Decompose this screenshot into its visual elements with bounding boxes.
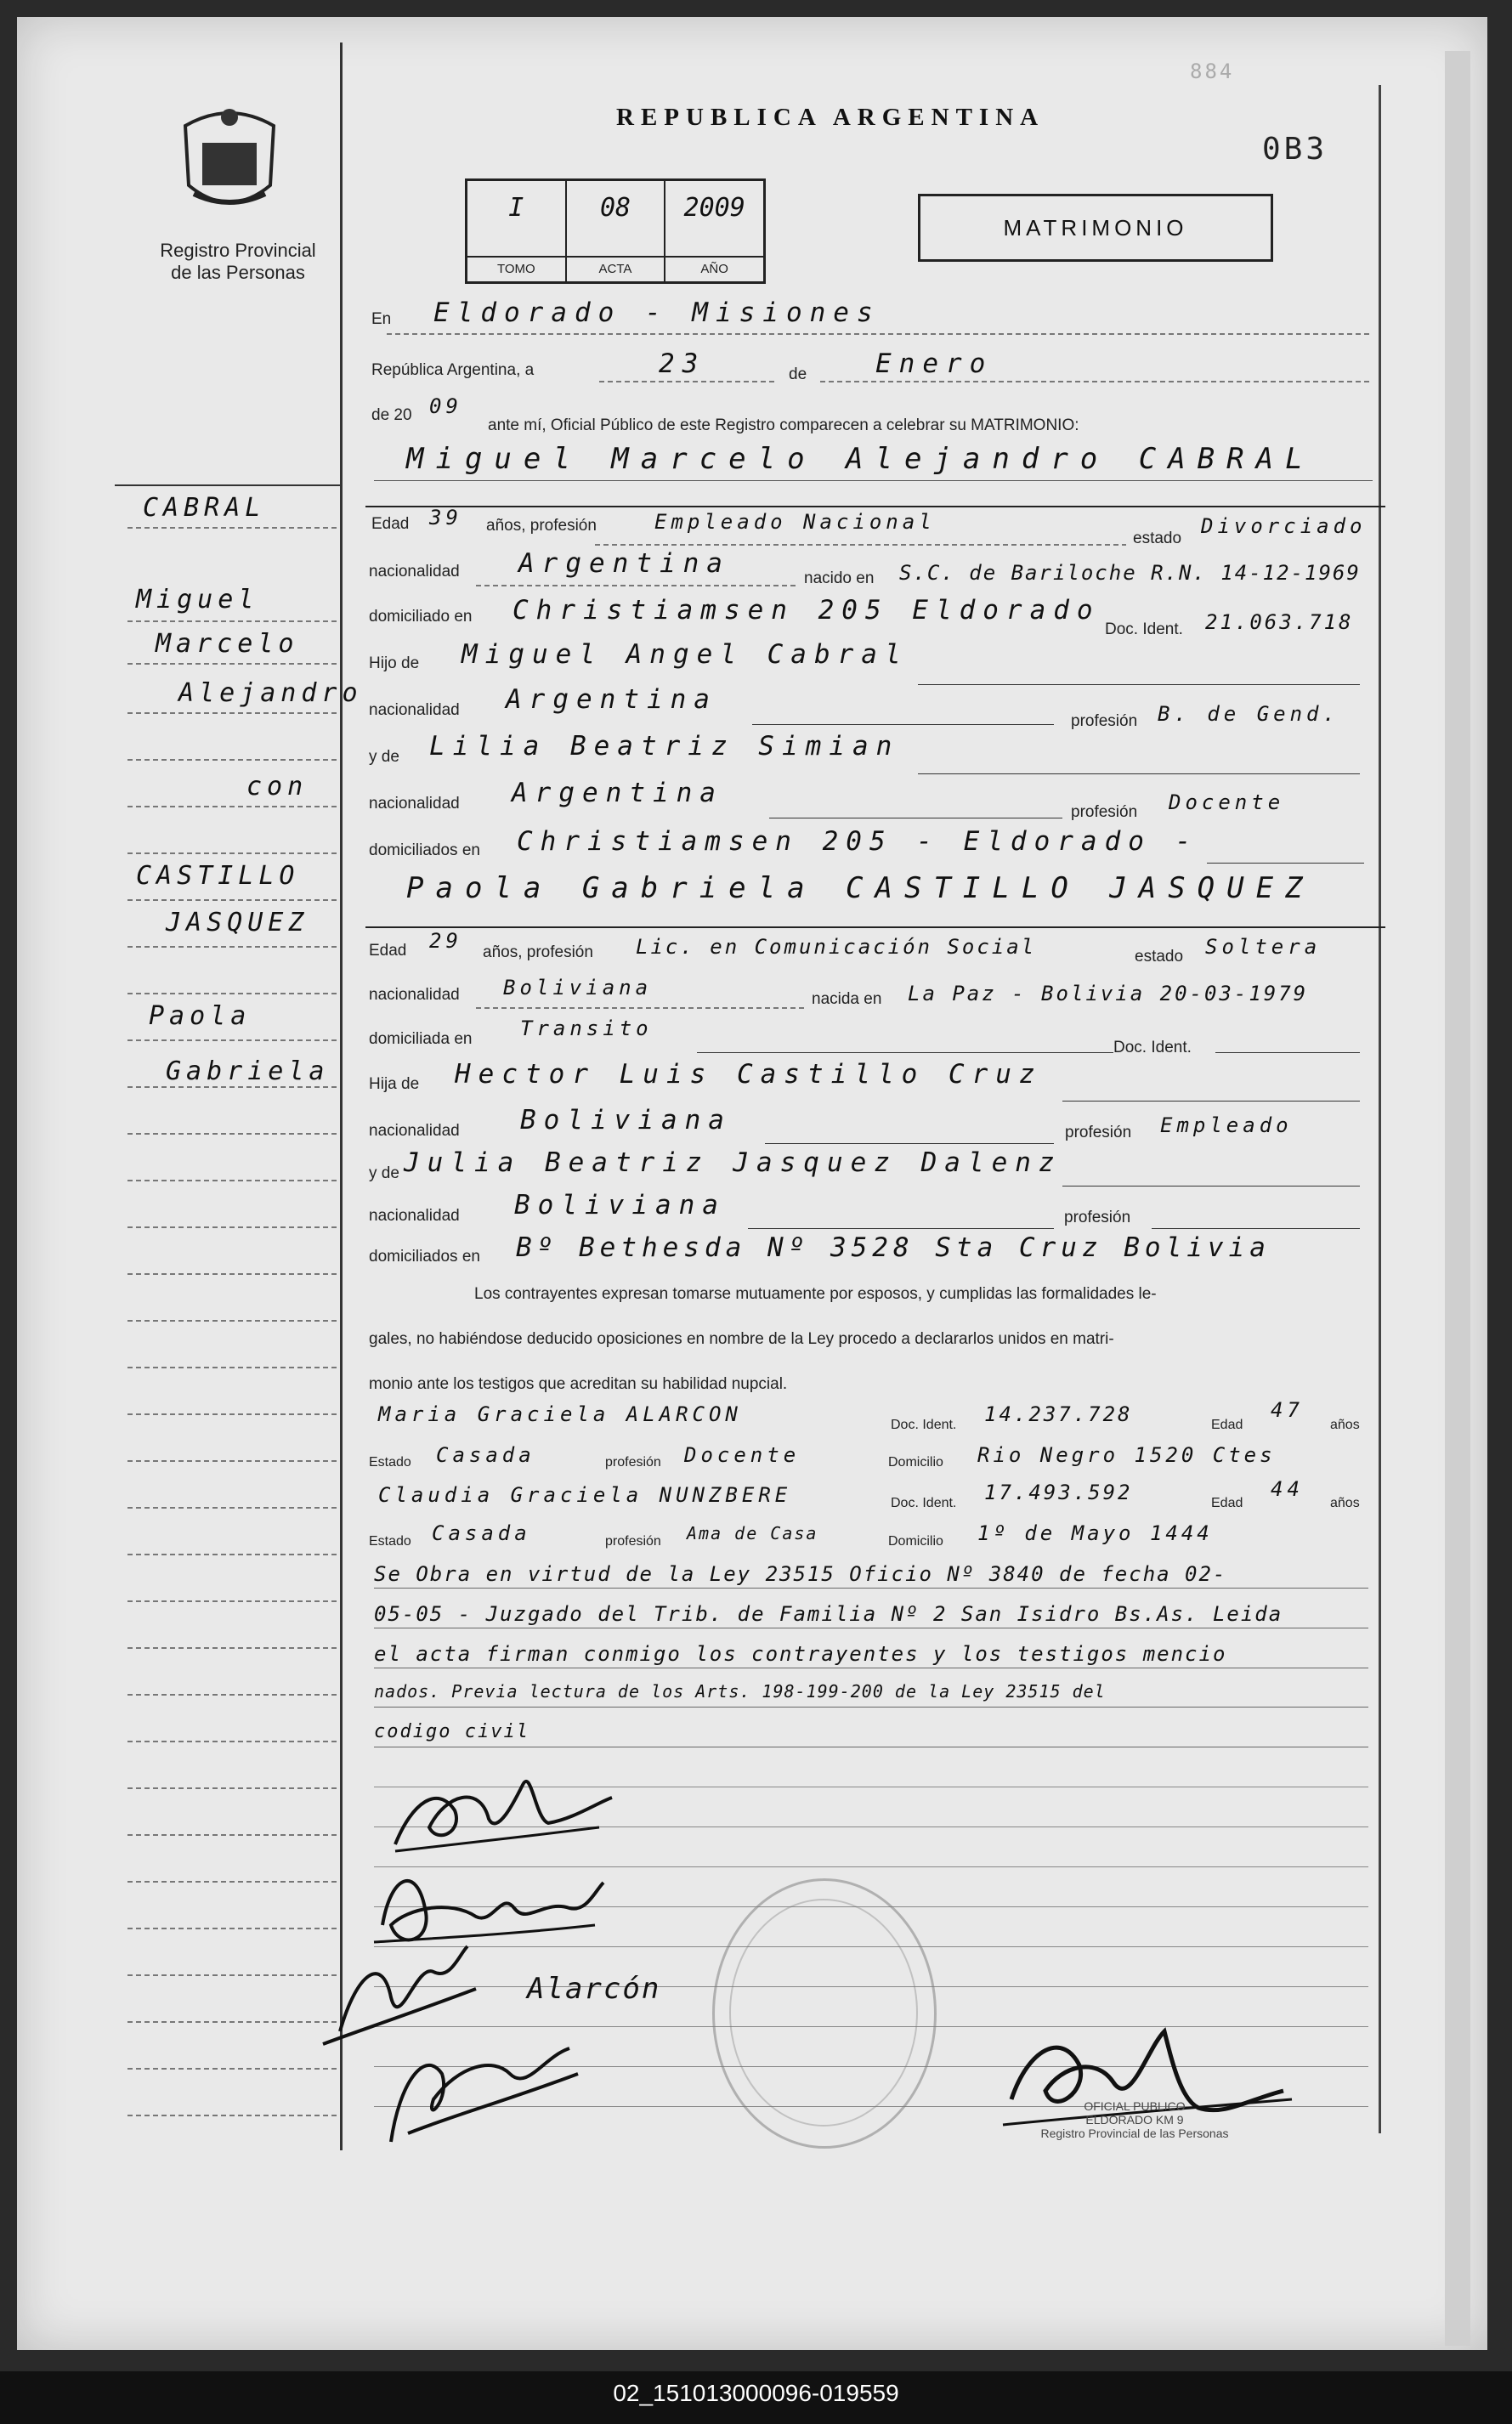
tomo-value: I <box>508 193 524 223</box>
label-en: En <box>371 310 392 328</box>
nota-line-4: nados. Previa lectura de los Arts. 198-199-200 de la Ley 23515 del <box>374 1681 1106 1702</box>
nota-line-5: codigo civil <box>374 1721 529 1742</box>
entry-line <box>1152 1228 1360 1229</box>
margin-given-4: Paola <box>149 1001 252 1031</box>
margin-given-2: Marcelo <box>156 629 299 659</box>
c2-domicilio: Transito <box>520 1017 653 1040</box>
c1-padre: Miguel Angel Cabral <box>462 639 909 670</box>
label-prof-madre-2: profesión <box>1064 1209 1131 1226</box>
acta-label: ACTA <box>567 256 665 281</box>
c1-nacido-en: S.C. de Bariloche R.N. 14-12-1969 <box>899 561 1361 585</box>
label-domiciliados-en-2: domiciliados en <box>369 1248 480 1266</box>
anio-cell <box>665 181 763 281</box>
official-stamp <box>986 2099 1283 2201</box>
c1-madre: Lilia Beatriz Simian <box>429 731 900 762</box>
margin-rule <box>127 712 340 714</box>
margin-rule <box>127 1367 340 1368</box>
margin-rule <box>127 993 340 994</box>
margin-rule <box>127 2068 340 2070</box>
act-type-box: MATRIMONIO <box>918 194 1273 262</box>
margin-given-5: Gabriela <box>166 1056 330 1086</box>
registry-number: 0B3 <box>1262 132 1328 167</box>
label-prof-padre-2: profesión <box>1065 1124 1132 1141</box>
anio-suffix-value: 09 <box>429 394 462 418</box>
margin-rule <box>127 620 340 622</box>
label-estado-1: estado <box>1133 530 1182 547</box>
label-nacionalidad-2: nacionalidad <box>369 986 460 1004</box>
lugar-value: Eldorado - Misiones <box>433 297 881 328</box>
margin-rule <box>127 527 340 529</box>
margin-rule <box>127 759 340 761</box>
margin-rule <box>127 1039 340 1041</box>
margin-rule <box>127 1460 340 1462</box>
c1-estado: Divorciado <box>1201 514 1367 538</box>
entry-line <box>918 684 1360 685</box>
label-doc-t2: Doc. Ident. <box>891 1496 957 1510</box>
label-nacida-en: nacida en <box>812 990 882 1008</box>
label-hija-de: Hija de <box>369 1075 420 1093</box>
acta-value: 08 <box>599 193 631 223</box>
c1-padre-nac: Argentina <box>506 684 717 715</box>
label-prof-padre-1: profesión <box>1071 712 1138 730</box>
label-hijo-de: Hijo de <box>369 654 420 672</box>
label-doc-t1: Doc. Ident. <box>891 1418 957 1432</box>
c2-padre-prof: Empleado <box>1160 1113 1293 1137</box>
label-nacionalidad-1: nacionalidad <box>369 563 460 581</box>
provincial-seal-icon <box>177 100 282 223</box>
label-domiciliada-en: domiciliada en <box>369 1030 473 1048</box>
margin-rule <box>127 2115 340 2116</box>
label-republica: República Argentina, a <box>371 361 535 379</box>
nota-line-2: 05-05 - Juzgado del Trib. de Familia Nº 2 San Isidro Bs.As. Leida <box>374 1602 1283 1626</box>
label-prof-madre-1: profesión <box>1071 803 1138 821</box>
stamp-line-2: ELDORADO KM 9 <box>1085 2113 1184 2127</box>
margin-divider <box>340 42 343 2150</box>
label-prof-t2: profesión <box>605 1534 661 1549</box>
testigo2-estado: Casada <box>432 1521 531 1545</box>
c1-madre-prof: Docente <box>1169 790 1285 814</box>
testigo2-doc: 17.493.592 <box>984 1481 1133 1504</box>
label-estado-2: estado <box>1135 948 1184 966</box>
label-nacido-en: nacido en <box>804 569 875 587</box>
testigo1-profesion: Docente <box>684 1443 801 1467</box>
entry-line <box>595 544 1126 546</box>
c1-profesion: Empleado Nacional <box>654 510 936 534</box>
c1-padres-domicilio: Christiamsen 205 - Eldorado - <box>517 826 1199 857</box>
reference-table <box>465 178 766 284</box>
registry-org-name <box>136 240 340 284</box>
entry-line <box>599 381 778 382</box>
margin-rule <box>127 1086 340 1088</box>
margin-rule <box>127 1180 340 1181</box>
margin-rule <box>127 1273 340 1275</box>
tomo-label: TOMO <box>467 256 565 281</box>
c2-nacionalidad: Boliviana <box>503 976 653 1000</box>
acta-cell <box>567 181 666 281</box>
margin-rule <box>127 1507 340 1509</box>
entry-line <box>918 773 1360 774</box>
label-edad-t2: Edad <box>1211 1496 1243 1510</box>
org-line-1: Registro Provincial <box>160 240 316 261</box>
scan-id: 02_151013000096-019559 <box>613 2380 899 2406</box>
margin-rule <box>127 1600 340 1602</box>
margin-rule <box>127 946 340 948</box>
label-doc-ident-2: Doc. Ident. <box>1113 1039 1192 1056</box>
c2-madre-nac: Boliviana <box>514 1190 726 1220</box>
entry-line <box>748 1228 1054 1229</box>
dia-value: 23 <box>659 348 706 379</box>
margin-rule <box>127 1834 340 1836</box>
label-estado-t2: Estado <box>369 1534 411 1549</box>
c1-padre-prof: B. de Gend. <box>1158 702 1339 726</box>
nota-line-1: Se Obra en virtud de la Ley 23515 Oficio Nº 3840 de fecha 02- <box>374 1562 1227 1586</box>
c1-nacionalidad: Argentina <box>518 548 730 579</box>
label-domiciliados-en-1: domiciliados en <box>369 841 480 859</box>
label-anios-t2: años <box>1330 1496 1360 1510</box>
label-y-de-2: y de <box>369 1164 399 1182</box>
margin-connector: con <box>246 772 309 801</box>
paragraph-line-2: gales, no habiéndose deducido oposiciones en nombre de la Ley procedo a declararlos unidos en matri- <box>369 1330 1114 1348</box>
label-doc-ident-1: Doc. Ident. <box>1105 620 1183 638</box>
testigo2-profesion: Ama de Casa <box>687 1523 818 1543</box>
right-divider <box>1379 85 1381 2133</box>
signature-testigo-1-text: Alarcón <box>527 1972 661 2006</box>
entry-line <box>374 480 1373 481</box>
margin-surname-2: CASTILLO <box>136 861 300 891</box>
testigo2-edad: 44 <box>1271 1477 1304 1501</box>
label-domiciliado-en: domiciliado en <box>369 608 473 626</box>
margin-rule <box>127 1787 340 1789</box>
faint-annotation: 884 <box>1190 59 1235 83</box>
margin-surname-3: JASQUEZ <box>166 908 309 937</box>
label-domicilio-t2: Domicilio <box>888 1534 943 1549</box>
tomo-cell <box>467 181 567 281</box>
country-title: REPUBLICA ARGENTINA <box>616 104 1045 131</box>
label-estado-t1: Estado <box>369 1455 411 1470</box>
margin-rule <box>127 1647 340 1649</box>
signature-testigo-2 <box>374 2031 595 2150</box>
c1-domicilio: Christiamsen 205 Eldorado <box>512 595 1101 626</box>
entry-line <box>374 1588 1368 1589</box>
stamp-line-1: OFICIAL PUBLICO <box>1084 2099 1186 2113</box>
testigo1-estado: Casada <box>436 1443 535 1467</box>
margin-rule <box>127 1554 340 1555</box>
entry-line <box>1062 1186 1360 1187</box>
c1-edad: 39 <box>429 506 462 530</box>
label-anios-t1: años <box>1330 1418 1360 1432</box>
signature-contrayente-1 <box>387 1751 616 1861</box>
margin-rule <box>127 1928 340 1929</box>
margin-rule <box>127 1694 340 1696</box>
c2-nacida-en: La Paz - Bolivia 20-03-1979 <box>908 982 1309 1005</box>
label-edad-1: Edad <box>371 515 410 533</box>
contrayente2-name: Paola Gabriela CASTILLO JASQUEZ <box>406 871 1315 905</box>
entry-line <box>1215 1052 1360 1053</box>
contrayente1-name: Miguel Marcelo Alejandro CABRAL <box>406 442 1315 476</box>
margin-rule <box>127 852 340 854</box>
margin-rule <box>127 806 340 807</box>
entry-line <box>374 1707 1368 1708</box>
label-y-de-1: y de <box>369 748 399 766</box>
page-edge <box>1445 51 1470 2346</box>
testigo1-edad: 47 <box>1271 1398 1304 1422</box>
entry-line <box>697 1052 1113 1053</box>
label-edad-t1: Edad <box>1211 1418 1243 1432</box>
label-de: de <box>789 365 807 383</box>
c1-doc: 21.063.718 <box>1205 610 1354 634</box>
section-rule <box>365 506 1385 507</box>
label-anios-prof-1: años, profesión <box>486 517 597 535</box>
label-anios-prof-2: años, profesión <box>483 943 593 961</box>
label-nac-padre-2: nacionalidad <box>369 1122 460 1140</box>
testigo2-nombre: Claudia Graciela NUNZBERE <box>378 1483 792 1507</box>
testigo1-doc: 14.237.728 <box>984 1402 1133 1426</box>
anio-label: AÑO <box>665 256 763 281</box>
label-prof-t1: profesión <box>605 1455 661 1470</box>
mes-value: Enero <box>875 348 994 379</box>
label-nac-padre-1: nacionalidad <box>369 701 460 719</box>
label-nac-madre-1: nacionalidad <box>369 795 460 813</box>
testigo2-domicilio: 1º de Mayo 1444 <box>977 1521 1213 1545</box>
c1-madre-nac: Argentina <box>512 778 723 808</box>
c2-padre: Hector Luis Castillo Cruz <box>455 1059 1043 1090</box>
margin-rule <box>127 1133 340 1135</box>
c2-padre-nac: Boliviana <box>520 1105 732 1136</box>
label-edad-2: Edad <box>369 942 407 960</box>
entry-line <box>387 333 1373 335</box>
margin-rule <box>127 1741 340 1742</box>
margin-rule <box>127 899 340 901</box>
margin-given-1: Miguel <box>136 585 259 614</box>
section-rule <box>365 926 1385 928</box>
label-nac-madre-2: nacionalidad <box>369 1207 460 1225</box>
margin-rule <box>127 1413 340 1415</box>
anio-value: 2009 <box>683 193 745 223</box>
entry-line <box>476 585 799 586</box>
c2-madre: Julia Beatriz Jasquez Dalenz <box>404 1147 1062 1178</box>
testigo1-nombre: Maria Graciela ALARCON <box>378 1402 742 1426</box>
paragraph-line-1: Los contrayentes expresan tomarse mutuamente por esposos, y cumplidas las formalidades le- <box>474 1285 1157 1303</box>
margin-rule <box>127 1881 340 1883</box>
label-de-anio: de 20 <box>371 406 412 424</box>
entry-line <box>1207 863 1364 864</box>
margin-surname-1: CABRAL <box>143 493 266 523</box>
margin-given-3: Alejandro <box>178 678 363 708</box>
margin-rule <box>127 1226 340 1228</box>
entry-line <box>820 381 1373 382</box>
testigo1-domicilio: Rio Negro 1520 Ctes <box>977 1443 1276 1467</box>
entry-line <box>476 1007 807 1009</box>
entry-line <box>1062 1101 1360 1102</box>
c2-profesion: Lic. en Comunicación Social <box>636 935 1037 959</box>
margin-rule <box>127 663 340 665</box>
label-ante-mi: ante mí, Oficial Público de este Registro comparecen a celebrar su MATRIMONIO: <box>488 416 1079 434</box>
nota-line-3: el acta firman conmigo los contrayentes y los testigos mencio <box>374 1642 1227 1666</box>
c2-padres-domicilio: Bº Bethesda Nº 3528 Sta Cruz Bolivia <box>516 1232 1271 1263</box>
stamp-line-3: Registro Provincial de las Personas <box>1040 2127 1229 2140</box>
c2-edad: 29 <box>429 929 462 953</box>
margin-rule <box>115 484 340 486</box>
c2-estado: Soltera <box>1205 935 1322 959</box>
label-domicilio-t1: Domicilio <box>888 1455 943 1470</box>
org-line-2: de las Personas <box>171 262 305 283</box>
entry-line <box>765 1143 1054 1144</box>
faint-seal-inner <box>729 1899 918 2127</box>
margin-rule <box>127 1320 340 1322</box>
paragraph-line-3: monio ante los testigos que acreditan su habilidad nupcial. <box>369 1375 788 1393</box>
entry-line <box>752 724 1054 725</box>
